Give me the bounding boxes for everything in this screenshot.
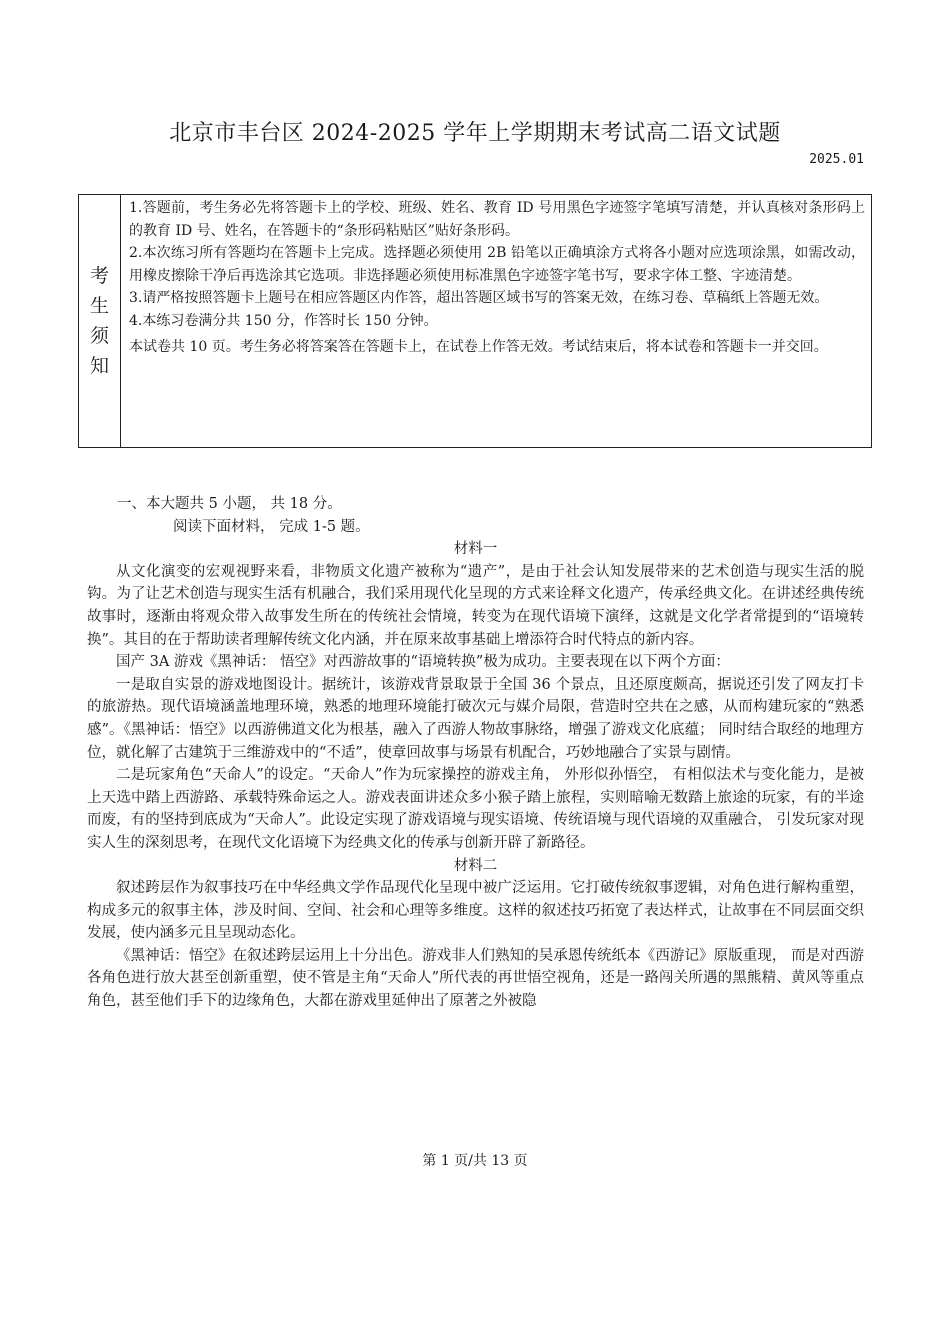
notice-heading-char: 须 [89,325,109,347]
notice-extra: 本试卷共 10 页。考生务必将答案答在答题卡上，在试卷上作答无效。考试结束后，将本试卷和答题卡一并交回。 [129,339,828,355]
material-1-paragraph: 一是取自实景的游戏地图设计。据统计，该游戏背景取景于全国 36 个景点，且还原度颇高，据说还引发了网友打卡的旅游热。现代语境涵盖地理环境，熟悉的地理环境能打破次元与媒介局限，营造时空共在之感，从而构建玩家的“熟悉感”。《黑神话：悟空》以西游佛道文化为根基，融入了西游人物故事脉络，增强了游戏文化底蕴； 同时结合取经的地理方位，就化解了古建筑于三维游戏中的“不适”，使章回故事与场景有机配合，巧妙地融合了实景与剧情。 [87,676,864,761]
page-number: 第 1 页/共 13 页 [422,1153,528,1169]
notice-item: 4.本练习卷满分共 150 分，作答时长 150 分钟。 [129,312,438,329]
notice-heading-char: 知 [89,355,109,377]
exam-date: 2025.01 [809,152,864,167]
exam-notice-box [78,194,872,448]
material-1-paragraph: 国产 3A 游戏《黑神话： 悟空》对西游故事的“语境转换”极为成功。主要表现在以下两个方面： [116,654,730,671]
section-heading: 一、本大题共 5 小题， 共 18 分。 [117,496,342,512]
material-2-heading: 材料二 [453,857,498,874]
main-content [87,493,864,1013]
section-instruction: 阅读下面材料， 完成 1-5 题。 [173,518,370,535]
notice-heading-column [79,195,121,447]
notice-body [129,197,865,359]
exam-title: 北京市丰台区 2024-2025 学年上学期期末考试高二语文试题 [169,121,781,146]
notice-heading-char: 生 [89,295,109,317]
notice-item: 3.请严格按照答题卡上题号在相应答题区内作答，超出答题区域书写的答案无效，在练习卷、草稿纸上答题无效。 [129,290,829,306]
material-1-heading: 材料一 [453,541,498,558]
material-2-paragraph: 叙述跨层作为叙事技巧在中华经典文学作品现代化呈现中被广泛运用。它打破传统叙事逻辑，对角色进行解构重塑，构成多元的叙事主体，涉及时间、空间、社会和心理等多维度。这样的叙述技巧拓宽了表达样式，让故事在不同层面交织发展，使内涵多元且呈现动态化。 [87,880,864,942]
notice-item: 2.本次练习所有答题均在答题卡上完成。选择题必须使用 2B 铅笔以正确填涂方式将各小题对应选项涂黑，如需改动，用橡皮擦除干净后再选涂其它选项。非选择题必须使用标准黑色字迹签字笔书写，要求字体工整、字迹清楚。 [129,245,865,284]
material-2-paragraph: 《黑神话：悟空》在叙述跨层运用上十分出色。游戏非人们熟知的吴承恩传统纸本《西游记》原版重现， 而是对西游各角色进行放大甚至创新重塑，使不管是主角“天命人”所代表的再世悟空视角，还是一路闯关所遇的黑熊精、黄风等重点角色，甚至他们手下的边缘角色，大都在游戏里延伸出了原著之外被隐 [87,947,864,1010]
notice-heading-char: 考 [89,265,109,287]
notice-heading [90,261,110,381]
material-1-paragraph: 二是玩家角色“天命人”的设定。“天命人”作为玩家操控的游戏主角， 外形似孙悟空， 有相似法术与变化能力，是被上天选中踏上西游路、承载特殊命运之人。游戏表面讲述众多小猴子踏上旅程，实则暗喻无数踏上旅途的玩家，有的半途而废，有的坚持到底成为“天命人”。此设定实现了游戏语境与现实语境、传统语境与现代语境的双重融合， 引发玩家对现实人生的深刻思考，在现代文化语境下为经典文化的传承与创新开辟了新路径。 [87,767,864,851]
notice-item: 1.答题前，考生务必先将答题卡上的学校、班级、姓名、教育 ID 号用黑色字迹签字笔填写清楚，并认真核对条形码上的教育 ID 号、姓名，在答题卡的“条形码粘贴区”贴好条形码。 [129,200,865,239]
material-1-paragraph: 从文化演变的宏观视野来看，非物质文化遗产被称为“遗产”，是由于社会认知发展带来的艺术创造与现实生活的脱钩。为了让艺术创造与现实生活有机融合，我们采用现代化呈现的方式来诠释文化遗产，传承经典文化。在讲述经典传统故事时，逐渐由将观众带入故事发生所在的传统社会情境，转变为在现代语境下演绎，这就是文化学者常提到的“语境转换”。其目的在于帮助读者理解传统文化内涵，并在原来故事基础上增添符合时代特点的新内容。 [87,563,864,648]
